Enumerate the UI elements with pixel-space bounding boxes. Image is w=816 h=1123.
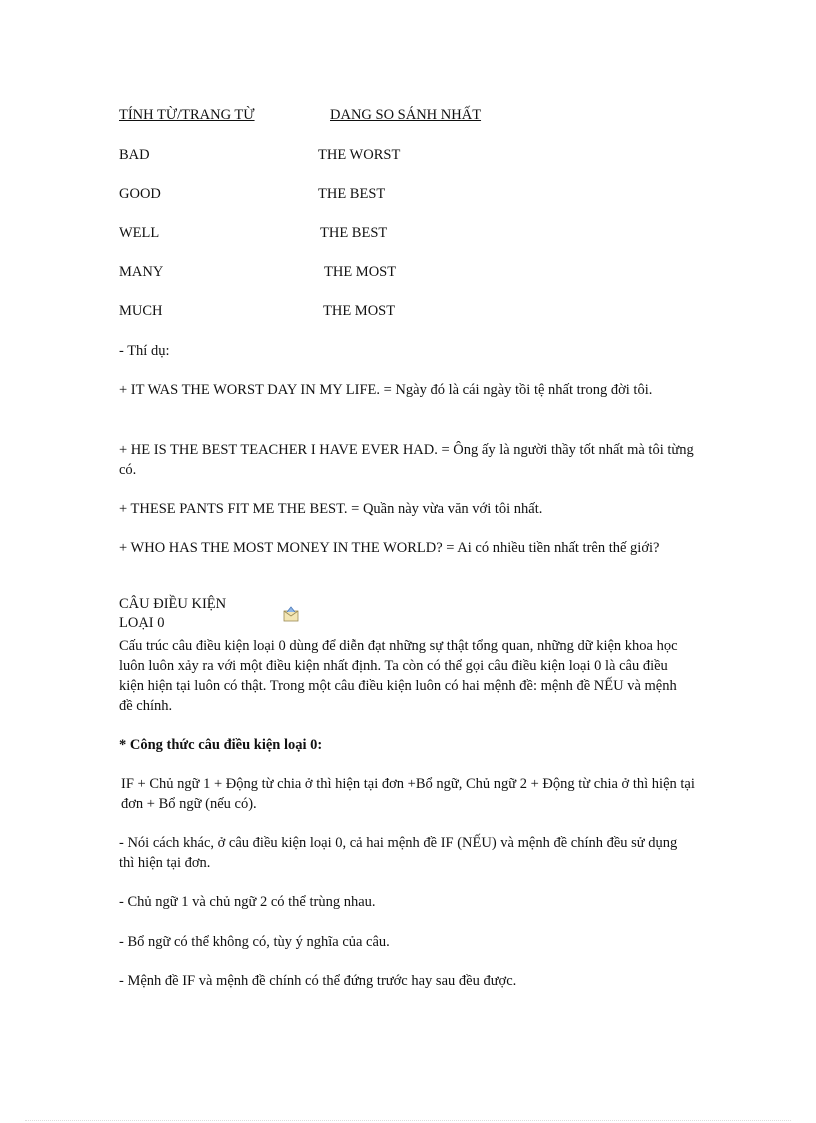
- example-item: + WHO HAS THE MOST MONEY IN THE WORLD? = Ai có nhiều tiền nhất trên thế giới?: [119, 540, 660, 556]
- example-item: + THESE PANTS FIT ME THE BEST. = Quần này vừa văn với tôi nhất.: [119, 501, 543, 517]
- table-row-superlative: THE BEST: [318, 186, 386, 202]
- note-item: - Chủ ngữ 1 và chủ ngữ 2 có thể trùng nhau.: [119, 894, 376, 910]
- examples-label: - Thí dụ:: [119, 343, 170, 359]
- page-bottom-rule: [25, 1120, 791, 1121]
- table-row-superlative: THE MOST: [323, 303, 396, 319]
- table-header-adjective: TÍNH TỪ/TRANG TỪ: [119, 107, 255, 123]
- table-row-superlative: THE WORST: [318, 147, 401, 163]
- formula-text: IF + Chủ ngữ 1 + Động từ chia ở thì hiện tại đơn +Bổ ngữ, Chủ ngữ 2 + Động từ chia ở thì hiện tại đơn + Bổ ngữ (nếu có).: [121, 776, 695, 812]
- note-item: - Nói cách khác, ở câu điều kiện loại 0, cả hai mệnh đề IF (NẾU) và mệnh đề chính đều sử dụng thì hiện tại đơn.: [119, 835, 678, 871]
- example-item: + IT WAS THE WORST DAY IN MY LIFE. = Ngày đó là cái ngày tồi tệ nhất trong đời tôi.: [119, 382, 653, 398]
- section-intro: Cấu trúc câu điều kiện loại 0 dùng để diễn đạt những sự thật tổng quan, những dữ kiện khoa học luôn luôn xảy ra với một điều kiện nhất định. Ta còn có thể gọi câu điều kiện loại 0 là câu điều kiện hiện tại luôn có thật. Trong một câu điều kiện luôn có hai mệnh đề: mệnh đề NẾU và mệnh đề chính.: [119, 638, 678, 714]
- table-row-adjective: MANY: [119, 264, 164, 280]
- table-row-adjective: WELL: [119, 225, 160, 241]
- table-row-superlative: THE MOST: [324, 264, 397, 280]
- section-subtitle: LOẠI 0: [119, 615, 165, 631]
- table-row-adjective: GOOD: [119, 186, 161, 202]
- formula-heading: * Công thức câu điều kiện loại 0:: [119, 737, 323, 753]
- table-row-adjective: MUCH: [119, 303, 163, 319]
- envelope-icon: [283, 606, 299, 622]
- table-row-adjective: BAD: [119, 147, 150, 163]
- table-header-superlative: DANG SO SÁNH NHẤT: [330, 107, 482, 123]
- note-item: - Bổ ngữ có thể không có, tùy ý nghĩa của câu.: [119, 934, 390, 950]
- section-title: CÂU ĐIỀU KIỆN: [119, 596, 227, 612]
- note-item: - Mệnh đề IF và mệnh đề chính có thể đứng trước hay sau đều được.: [119, 973, 517, 989]
- table-row-superlative: THE BEST: [320, 225, 388, 241]
- example-item: + HE IS THE BEST TEACHER I HAVE EVER HAD. = Ông ấy là người thầy tốt nhất mà tôi từng có.: [119, 442, 694, 478]
